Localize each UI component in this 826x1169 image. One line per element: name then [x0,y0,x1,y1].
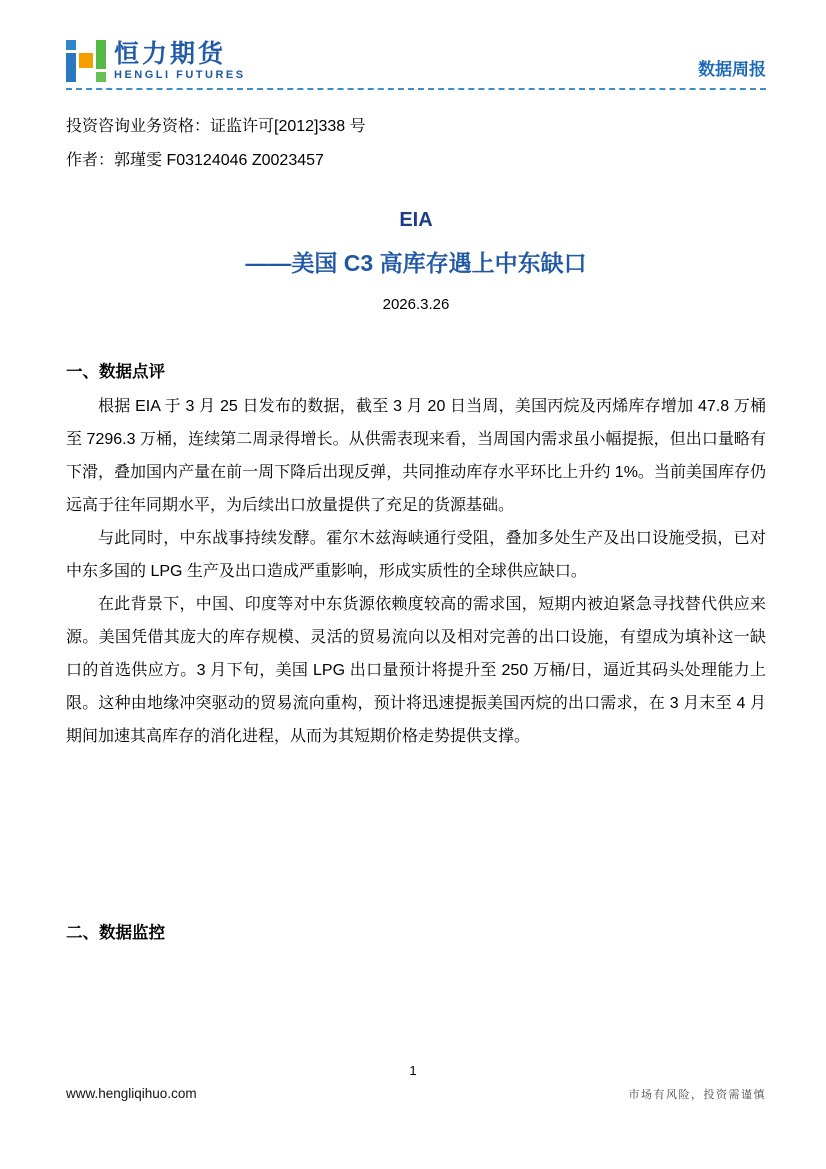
paragraph: 根据 EIA 于 3 月 25 日发布的数据，截至 3 月 20 日当周，美国丙烷及丙烯库存增加 47.8 万桶至 7296.3 万桶，连续第二周录得增长。从供需表现来看，当周国内需求虽小幅提振，但出口量略有下滑，叠加国内产量在前一周下降后出现反弹，共同推动库存水平环比上升约 1%。当前美国库存仍远高于往年同期水平，为后续出口放量提供了充足的货源基础。 [66,398,766,514]
section-heading-data-monitor: 二、数据监控 [66,924,165,942]
footer-website: www.hengliqihuo.com [66,1086,197,1101]
author-line: 作者：郭瑾雯 F03124046 Z0023457 [66,152,324,169]
paragraph: 在此背景下，中国、印度等对中东货源依赖度较高的需求国，短期内被迫紧急寻找替代供应来源。美国凭借其庞大的库存规模、灵活的贸易流向以及相对完善的出口设施，有望成为填补这一缺口的首选供应方。3 月下旬，美国 LPG 出口量预计将提升至 250 万桶/日，逼近其码头处理能力上限。这种由地缘冲突驱动的贸易流向重构，预计将迅速提振美国丙烷的出口需求，在 3 月末至 4 月期间加速其高库存的消化进程，从而为其短期价格走势提供支撑。 [66,596,766,745]
paragraph: 与此同时，中东战事持续发酵。霍尔木兹海峡通行受阻，叠加多处生产及出口设施受损，已对中东多国的 LPG 生产及出口造成严重影响，形成实质性的全球供应缺口。 [66,530,766,580]
qualification-line: 投资咨询业务资格：证监许可[2012]338 号 [66,118,366,135]
brand-name-cn: 恒力期货 [114,39,227,68]
page-footer [66,1086,766,1102]
logo-bar-green [96,40,106,69]
page-header [66,0,766,90]
brand-name-en: HENGLI FUTURES [114,69,246,82]
brand-wordmark [114,41,246,81]
report-title: EIA [399,209,433,231]
report-type-label: 数据周报 [698,60,766,79]
logo-square-orange [79,53,93,68]
credentials-block [66,110,766,178]
section-heading-data-review: 一、数据点评 [66,363,165,381]
logo-square-green-bottom [96,72,106,82]
section-body-data-review [66,390,766,753]
footer-disclaimer: 市场有风险，投资需谨慎 [628,1089,766,1101]
title-block [66,206,766,316]
report-date: 2026.3.26 [382,296,450,313]
hengli-logo [66,40,246,82]
page-number: 1 [409,1063,417,1078]
hengli-logo-icon [66,40,106,82]
logo-square-blue-top [66,40,76,50]
logo-bar-blue [66,53,76,82]
report-subtitle: ——美国 C3 高库存遇上中东缺口 [245,250,587,276]
